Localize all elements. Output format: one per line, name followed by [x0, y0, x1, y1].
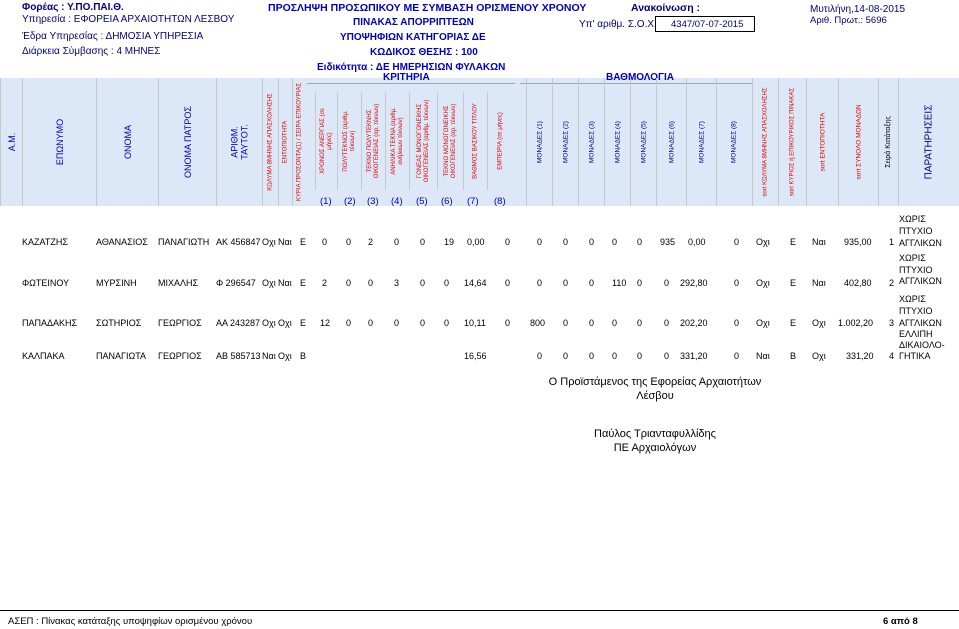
cell-c8: 0	[505, 278, 511, 288]
cell-rank: 1	[889, 237, 895, 247]
cell-note-3: ΑΓΓΛΙΚΩΝ	[899, 276, 942, 286]
cell-father: ΠΑΝΑΓΙΩΤΗ	[158, 237, 210, 247]
cell-note-2: ΠΤΥΧΙΟ	[899, 265, 933, 275]
cell-hindrance: Οχι	[262, 278, 276, 288]
protocol-number: Αριθ. Πρωτ.: 5696	[810, 15, 887, 26]
cell-locality: Οχι	[278, 318, 292, 328]
cell-surname: ΦΩΤΕΙΝΟΥ	[22, 278, 70, 288]
cell-s3: Ναι	[812, 278, 826, 288]
cell-m3: 0	[589, 318, 595, 328]
cell-priority: Ε	[300, 278, 307, 288]
cell-hindrance: Οχι	[262, 237, 276, 247]
col-m4: ΜΟΝΑΔΕΣ (4)	[604, 78, 630, 206]
cell-c3: 0	[368, 278, 374, 288]
cell-m1: 0	[537, 237, 543, 247]
crit-num-4: (4)	[391, 196, 403, 207]
cell-id: Φ 296547	[216, 278, 256, 288]
col-id: ΑΡΙΘΜ. ΤΑΥΤΟΤ.	[216, 78, 262, 206]
cell-name: ΑΘΑΝΑΣΙΟΣ	[96, 237, 148, 247]
cell-s1: Οχι	[756, 318, 770, 328]
crit-num-5: (5)	[416, 196, 428, 207]
cell-c3: 0	[368, 318, 374, 328]
agency-label: Φορέας : Υ.ΠΟ.ΠΑΙ.Θ.	[22, 2, 124, 13]
col-father: ΟΝΟΜΑ ΠΑΤΡΟΣ	[158, 78, 216, 206]
cell-note-1: ΧΩΡΙΣ	[899, 253, 926, 263]
cell-m8: 0	[734, 237, 740, 247]
col-sort-table: sort ΚΥΡΙΟΣ ή ΕΠΙΚΟΥΡΙΚΟΣ ΠΙΝΑΚΑΣ	[778, 78, 806, 206]
cell-c5: 0	[420, 318, 426, 328]
cell-c7: 0,00	[467, 237, 485, 247]
cell-priority: Ε	[300, 237, 307, 247]
cell-surname: ΚΑΖΑΤΖΗΣ	[22, 237, 68, 247]
cell-m7: 292,80	[680, 278, 708, 288]
col-am: Α.Μ.	[0, 78, 22, 206]
cell-c5: 0	[420, 278, 426, 288]
cell-m4: 0	[612, 351, 618, 361]
cell-locality: Ναι	[278, 278, 292, 288]
cell-name: ΠΑΝΑΓΙΩΤΑ	[96, 351, 147, 361]
criteria-group-label: ΚΡΙΤΗΡΙΑ	[383, 72, 430, 83]
col-name: ΟΝΟΜΑ	[96, 78, 158, 206]
col-m1: ΜΟΝΑΔΕΣ (1)	[526, 78, 552, 206]
cell-m8: 0	[734, 318, 740, 328]
cell-c2: 0	[346, 237, 352, 247]
cell-m6: 0	[664, 278, 670, 288]
crit-num-2: (2)	[344, 196, 356, 207]
cell-note-3: ΑΓΓΛΙΚΩΝ	[899, 238, 942, 248]
cell-c2: 0	[346, 318, 352, 328]
cell-s3: Ναι	[812, 237, 826, 247]
announcement-label: Ανακοίνωση :	[631, 2, 701, 14]
cell-id: ΑΒ 585713	[216, 351, 261, 361]
col-sort-hindrance: sort ΚΩΛΥΜΑ 8ΜΗΝΗΣ ΑΠΑΣΧΟΛΗΣΗΣ	[752, 78, 778, 206]
signature-title: ΠΕ Αρχαιολόγων	[613, 442, 697, 454]
cell-rank: 3	[889, 318, 895, 328]
cell-note-2: ΠΤΥΧΙΟ	[899, 226, 933, 236]
table-row	[0, 327, 959, 361]
cell-surname: ΠΑΠΑΔΑΚΗΣ	[22, 318, 78, 328]
col-c4: ΑΝΗΛΙΚΑ ΤΕΚΝΑ (αριθμ. ανήλικων τέκνων)	[385, 92, 409, 190]
announcement-ref-label: Υπ' αριθμ. Σ.Ο.Χ.	[579, 19, 657, 30]
cell-note-1: ΧΩΡΙΣ	[899, 294, 926, 304]
cell-name: ΜΥΡΣΙΝΗ	[96, 278, 137, 288]
col-c7: ΒΑΘΜΟΣ ΒΑΣΙΚΟΥ ΤΙΤΛΟΥ	[463, 92, 487, 190]
cell-s2: Ε	[790, 278, 797, 288]
cell-m3: 0	[589, 351, 595, 361]
cell-note-2: ΠΤΥΧΙΟ	[899, 306, 933, 316]
cell-c7: 14,64	[464, 278, 487, 288]
cell-m4: 0	[612, 237, 618, 247]
col-sort-total: sort ΣΥΝΟΛΟ ΜΟΝΑΔΩΝ	[838, 78, 878, 206]
cell-note-3: ΓΗΤΙΚΑ	[899, 351, 931, 361]
scores-group-label: ΒΑΘΜΟΛΟΓΙΑ	[606, 72, 674, 83]
cell-m6: 0	[664, 351, 670, 361]
cell-m4: 0	[612, 318, 618, 328]
cell-name: ΣΩΤΗΡΙΟΣ	[96, 318, 142, 328]
cell-m1: 0	[537, 278, 543, 288]
seat-label: Έδρα Υπηρεσίας : ΔΗΜΟΣΙΑ ΥΠΗΡΕΣΙΑ	[22, 31, 204, 42]
signature-name: Παύλος Τριανταφυλλίδης	[594, 428, 716, 440]
cell-s4: 1.002,20	[838, 318, 874, 328]
cell-note-1: ΧΩΡΙΣ	[899, 214, 926, 224]
cell-priority: Ε	[300, 318, 307, 328]
cell-id: ΑΑ 243287	[216, 318, 261, 328]
cell-m1: 0	[537, 351, 543, 361]
col-surname: ΕΠΩΝΥΜΟ	[22, 78, 96, 206]
cell-m2: 0	[563, 237, 569, 247]
table-row	[0, 287, 959, 328]
cell-c6: 0	[444, 278, 450, 288]
col-m3: ΜΟΝΑΔΕΣ (3)	[578, 78, 604, 206]
cell-c1: 0	[322, 237, 328, 247]
cell-m5: 0	[637, 237, 643, 247]
crit-num-8: (8)	[494, 196, 506, 207]
crit-num-7: (7)	[467, 196, 479, 207]
cell-m5: 0	[637, 318, 643, 328]
cell-note-3: ΑΓΓΛΙΚΩΝ	[899, 318, 942, 328]
cell-s2: Ε	[790, 318, 797, 328]
cell-father: ΜΙΧΑΛΗΣ	[158, 278, 199, 288]
col-notes: ΠΑΡΑΤΗΡΗΣΕΙΣ	[898, 78, 959, 206]
signature-role-2: Λέσβου	[636, 390, 674, 402]
col-rank: Σειρά Κατάταξης	[878, 78, 898, 206]
col-c5: ΓΟΝΕΑΣ ΜΟΝΟΓΟΝΕΙΚΗΣ ΟΙΚΟΓΕΝΕΙΑΣ (αριθμ. τέκνων)	[409, 92, 437, 190]
cell-s3: Οχι	[812, 351, 826, 361]
col-c3: ΤΕΚΝΟ ΠΟΛΥΤΕΚΝΗΣ ΟΙΚΟΓΕΝΕΙΑΣ (αρ. τέκνων)	[361, 92, 385, 190]
cell-m5: 0	[637, 278, 643, 288]
crit-num-6: (6)	[441, 196, 453, 207]
col-m6: ΜΟΝΑΔΕΣ (6)	[656, 78, 686, 206]
crit-num-1: (1)	[320, 196, 332, 207]
cell-father: ΓΕΩΡΓΙΟΣ	[158, 351, 202, 361]
cell-c4: 3	[394, 278, 400, 288]
cell-s4: 331,20	[846, 351, 874, 361]
col-m5: ΜΟΝΑΔΕΣ (5)	[630, 78, 656, 206]
cell-c3: 2	[368, 237, 374, 247]
col-c2: ΠΟΛΥΤΕΚΝΟΣ (αριθμ. τέκνων)	[337, 92, 361, 190]
table-row	[0, 210, 959, 248]
cell-c1: 12	[320, 318, 331, 328]
cell-rank: 4	[889, 351, 895, 361]
cell-c7: 10,11	[464, 318, 486, 328]
cell-m6: 935	[660, 237, 676, 247]
cell-c6: 19	[444, 237, 455, 247]
specialty-label: Ειδικότητα : ΔΕ ΗΜΕΡΗΣΙΩΝ ΦΥΛΑΚΩΝ	[317, 62, 506, 73]
criteria-divider	[307, 83, 515, 84]
cell-rank: 2	[889, 278, 895, 288]
position-code: ΚΩΔΙΚΟΣ ΘΕΣΗΣ : 100	[370, 47, 478, 58]
footer-rule	[0, 610, 959, 611]
col-priority: ΚΥΡΙΑ ΠΡΟΣΟΝΤΑ(1) / ΣΕΙΡΑ ΕΠΙΚΟΥΡΙΑΣ	[292, 78, 306, 206]
cell-s1: Ναι	[756, 351, 770, 361]
cell-m2: 0	[563, 278, 569, 288]
cell-s2: Ε	[790, 237, 797, 247]
col-m2: ΜΟΝΑΔΕΣ (2)	[552, 78, 578, 206]
footer-caption: ΑΣΕΠ : Πίνακας κατάταξης υποψηφίων ορισμένου χρόνου	[8, 616, 253, 627]
cell-c1: 2	[322, 278, 328, 288]
cell-note-1: ΕΛΛΙΠΗ	[899, 329, 933, 339]
col-locality: ΕΝΤΟΠΙΟΤΗΤΑ	[278, 78, 292, 206]
cell-father: ΓΕΩΡΓΙΟΣ	[158, 318, 202, 328]
cell-c5: 0	[420, 237, 426, 247]
document-title: ΠΡΟΣΛΗΨΗ ΠΡΟΣΩΠΙΚΟΥ ΜΕ ΣΥΜΒΑΣΗ ΟΡΙΣΜΕΝΟΥ ΧΡΟΝΟΥ	[268, 2, 587, 14]
cell-s1: Οχι	[756, 237, 770, 247]
cell-m8: 0	[734, 351, 740, 361]
cell-m2: 0	[563, 318, 569, 328]
cell-s1: Οχι	[756, 278, 770, 288]
col-c6: ΤΕΚΝΟ ΜΟΝΟΓΟΝΕΙΚΗΣ ΟΙΚΟΓΕΝΕΙΑΣ (αρ. τέκνων)	[437, 92, 463, 190]
cell-hindrance: Ναι	[262, 351, 276, 361]
cell-id: ΑΚ 456847	[216, 237, 261, 247]
service-label: Υπηρεσία : ΕΦΟΡΕΙΑ ΑΡΧΑΙΟΤΗΤΩΝ ΛΕΣΒΟΥ	[22, 14, 235, 25]
cell-locality: Ναι	[278, 237, 292, 247]
cell-m3: 0	[589, 278, 595, 288]
announcement-ref: 4347/07-07-2015	[671, 19, 744, 30]
cell-locality: Οχι	[278, 351, 292, 361]
cell-c6: 0	[444, 318, 450, 328]
duration-label: Διάρκεια Σύμβασης : 4 ΜΗΝΕΣ	[22, 46, 161, 57]
cell-m6: 0	[664, 318, 670, 328]
document-subtitle: ΠΙΝΑΚΑΣ ΑΠΟΡΡΙΠΤΕΩΝ	[353, 17, 474, 28]
col-c1: ΧΡΟΝΟΣ ΑΝΕΡΓΙΑΣ (σε μήνες)	[315, 92, 337, 190]
cell-s4: 402,80	[844, 278, 872, 288]
cell-surname: ΚΑΛΠΑΚΑ	[22, 351, 65, 361]
col-m7: ΜΟΝΑΔΕΣ (7)	[686, 78, 716, 206]
cell-c4: 0	[394, 237, 400, 247]
col-sort-locality: sort ΕΝΤΟΠΙΟΤΗΤΑ	[806, 78, 838, 206]
cell-m1: 800	[530, 318, 546, 328]
cell-m7: 331,20	[680, 351, 708, 361]
cell-priority: Β	[300, 351, 307, 361]
cell-s4: 935,00	[844, 237, 872, 247]
cell-m4: 110	[612, 278, 627, 288]
col-c8: ΕΜΠΕΙΡΙΑ (σε μήνες)	[487, 92, 513, 190]
cell-m2: 0	[563, 351, 569, 361]
cell-note-2: ΔΙΚΑΙΟΛΟ-	[899, 340, 945, 350]
place-date: Μυτιλήνη,14-08-2015	[810, 4, 906, 15]
cell-m3: 0	[589, 237, 595, 247]
cell-c2: 0	[346, 278, 352, 288]
page-number: 6 από 8	[883, 616, 918, 627]
cell-m8: 0	[734, 278, 740, 288]
table-row	[0, 247, 959, 288]
cell-c7: 16,56	[464, 351, 487, 361]
candidate-category: ΥΠΟΨΗΦΙΩΝ ΚΑΤΗΓΟΡΙΑΣ ΔΕ	[340, 32, 486, 43]
cell-c8: 0	[505, 318, 511, 328]
signature-role-1: Ο Προϊστάμενος της Εφορείας Αρχαιοτήτων	[548, 376, 762, 388]
col-hindrance: ΚΩΛΥΜΑ 8ΜΗΝΗΣ ΑΠΑΣΧΟΛΗΣΗΣ	[262, 78, 278, 206]
cell-c8: 0	[505, 237, 511, 247]
crit-num-3: (3)	[367, 196, 379, 207]
col-m8: ΜΟΝΑΔΕΣ (8)	[716, 78, 750, 206]
cell-hindrance: Οχι	[262, 318, 276, 328]
cell-m5: 0	[637, 351, 643, 361]
announcement-ref-box	[655, 16, 755, 32]
cell-m7: 0,00	[688, 237, 706, 247]
cell-c4: 0	[394, 318, 400, 328]
cell-m7: 202,20	[680, 318, 708, 328]
cell-s2: Β	[790, 351, 797, 361]
cell-s3: Οχι	[812, 318, 826, 328]
